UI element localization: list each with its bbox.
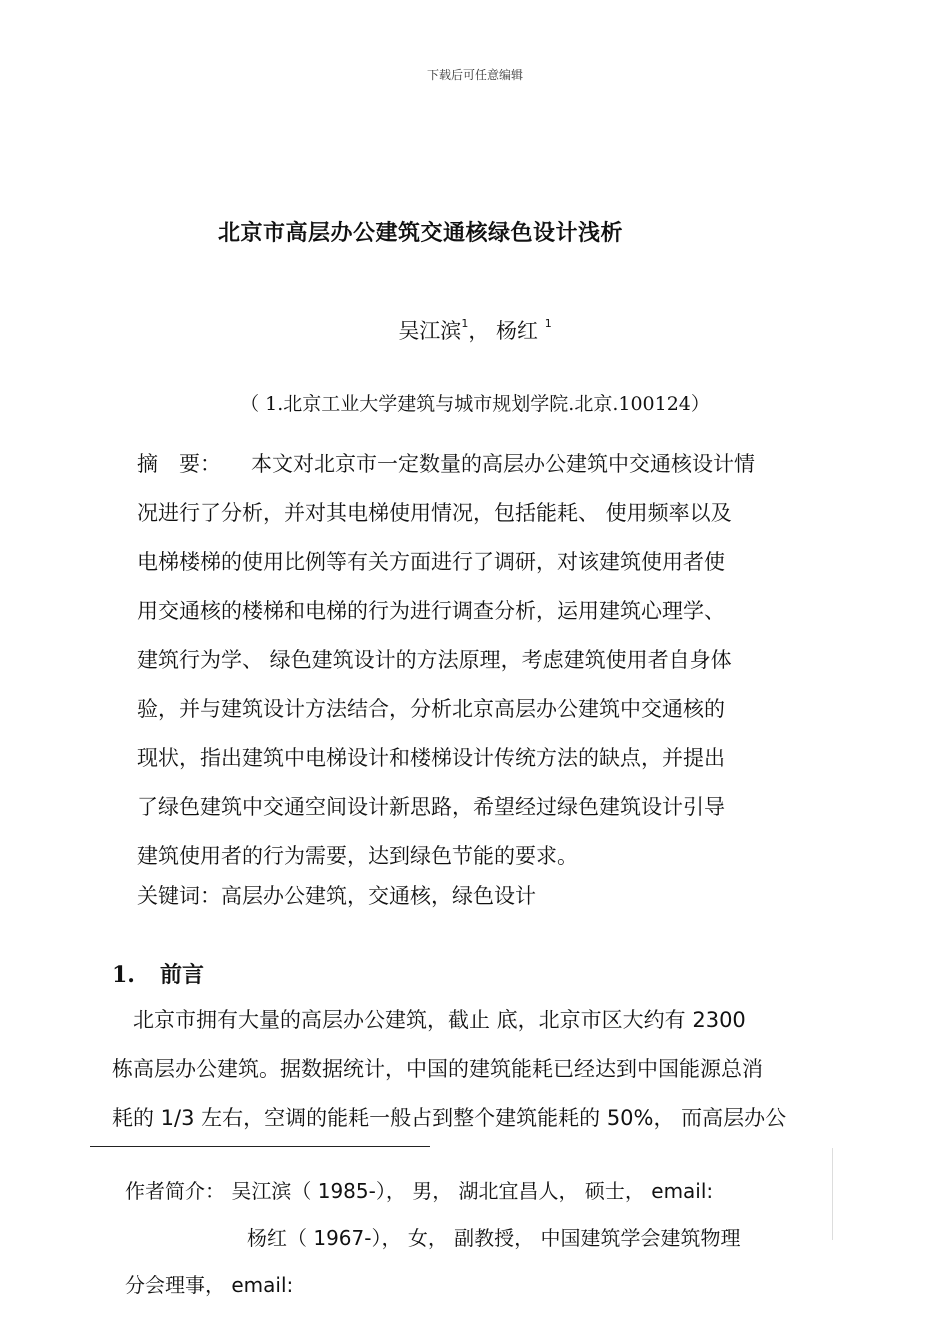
author-separator: ， — [468, 319, 490, 343]
footnote — [125, 1168, 845, 1309]
paper-title: 北京市高层办公建筑交通核绿色设计浅析 — [218, 221, 624, 246]
section-number: 1. — [112, 962, 135, 988]
body-line: 栋高层办公建筑。据数据统计，中国的建筑能耗已经达到中国能源总消 — [112, 1057, 763, 1081]
author-2: 杨红 — [496, 319, 538, 343]
footnote-author-1: 吴江滨（ 1985-）， 男， 湖北宜昌人， 硕士， email: — [231, 1179, 714, 1203]
footnote-separator — [90, 1146, 430, 1147]
footnote-label: 作者简介： — [125, 1179, 225, 1203]
abstract — [137, 440, 827, 881]
abstract-line: 用交通核的楼梯和电梯的行为进行调查分析，运用建筑心理学、 — [137, 599, 725, 623]
author-1: 吴江滨 — [398, 319, 462, 343]
abstract-line — [137, 440, 827, 489]
abstract-line: 况进行了分析，并对其电梯使用情况，包括能耗、 使用频率以及 — [137, 501, 732, 525]
section-title: 前言 — [160, 963, 205, 988]
body-text — [112, 996, 842, 1143]
abstract-line: 了绿色建筑中交通空间设计新思路，希望经过绿色建筑设计引导 — [137, 795, 725, 819]
header-note: 下载后可任意编辑 — [426, 68, 523, 82]
keywords: 关键词：高层办公建筑，交通核，绿色设计 — [137, 884, 536, 908]
abstract-label: 摘 要： — [137, 452, 221, 476]
body-line: 耗的 1/3 左右，空调的能耗一般占到整个建筑能耗的 50%， 而高层办公 — [112, 1106, 787, 1130]
author-2-affil-mark: 1 — [544, 317, 552, 330]
footnote-author-2: 杨红（ 1967-）， 女， 副教授， 中国建筑学会建筑物理 — [247, 1226, 741, 1250]
abstract-line: 验，并与建筑设计方法结合，分析北京高层办公建筑中交通核的 — [137, 697, 725, 721]
abstract-line: 电梯楼梯的使用比例等有关方面进行了调研，对该建筑使用者使 — [137, 550, 725, 574]
abstract-line: 现状，指出建筑中电梯设计和楼梯设计传统方法的缺点，并提出 — [137, 746, 725, 770]
abstract-line: 建筑使用者的行为需要，达到绿色节能的要求。 — [137, 844, 578, 868]
footnote-line — [125, 1215, 845, 1262]
abstract-line: 建筑行为学、 绿色建筑设计的方法原理，考虑建筑使用者自身体 — [137, 648, 732, 672]
footnote-line: 分会理事， email: — [125, 1273, 294, 1297]
abstract-text: 本文对北京市一定数量的高层办公建筑中交通核设计情 — [251, 452, 755, 476]
author-line — [0, 315, 950, 345]
affiliation: （ 1.北京工业大学建筑与城市规划学院.北京.100124） — [240, 393, 710, 415]
footnote-line — [125, 1168, 845, 1215]
section-heading — [112, 958, 204, 989]
body-line: 北京市拥有大量的高层办公建筑，截止 底，北京市区大约有 2300 — [112, 1008, 746, 1032]
author-1-affil-mark: 1 — [461, 317, 469, 330]
